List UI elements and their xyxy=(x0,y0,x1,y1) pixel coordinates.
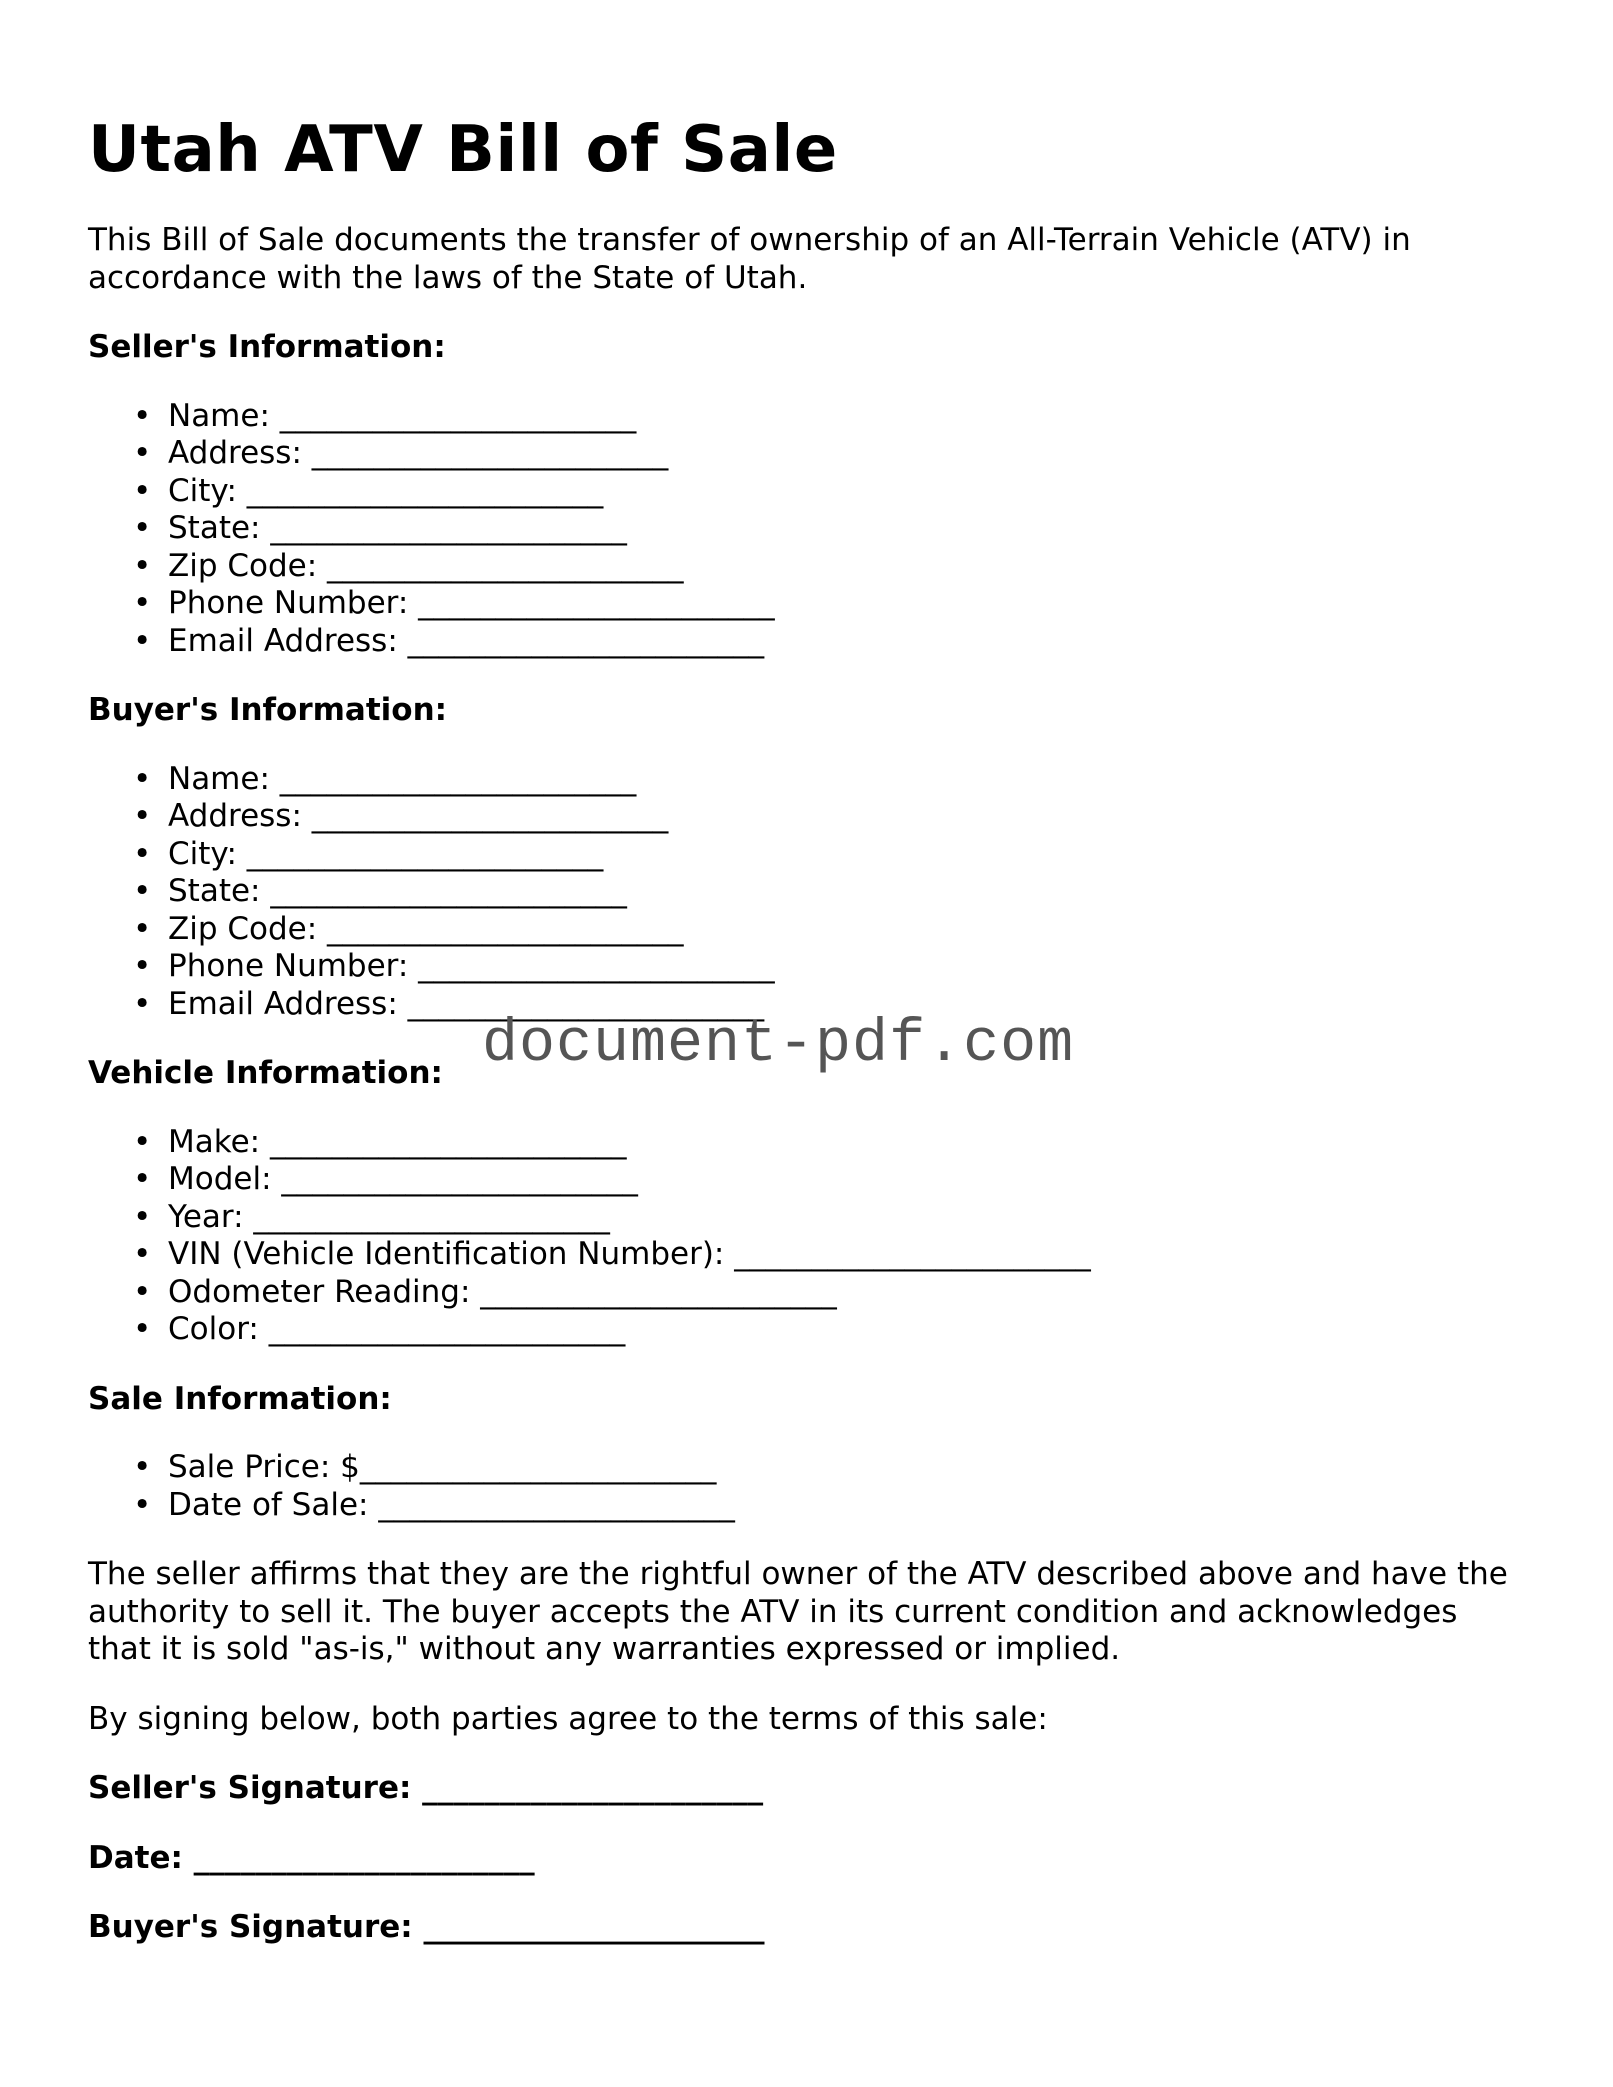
list-bullet: • xyxy=(133,622,152,659)
vehicle-vin-field xyxy=(88,1236,1528,1274)
field-label: Year: _______________________ xyxy=(168,1198,610,1235)
field-label: Phone Number: _______________________ xyxy=(168,585,775,621)
field-label: City: _______________________ xyxy=(168,472,604,509)
list-bullet: • xyxy=(133,760,152,797)
field-label: Model: _______________________ xyxy=(168,1161,638,1197)
list-bullet: • xyxy=(133,1311,152,1347)
buyer-address-field xyxy=(88,798,1528,836)
buyer-section-heading: Buyer's Information: xyxy=(88,692,448,728)
field-label: Address: _______________________ xyxy=(168,798,669,834)
seller-section-heading: Seller's Information: xyxy=(88,329,446,365)
list-bullet: • xyxy=(133,1198,152,1235)
sale-date-field xyxy=(88,1487,1528,1525)
field-label: Phone Number: _______________________ xyxy=(168,948,775,984)
list-bullet: • xyxy=(133,985,152,1022)
seller-zip-field xyxy=(88,548,1528,586)
buyer-name-field xyxy=(88,761,1528,799)
signature-date-line: Date: ______________________ xyxy=(88,1839,535,1876)
buyer-phone-field xyxy=(88,948,1528,986)
field-label: Color: _______________________ xyxy=(168,1311,626,1347)
list-bullet: • xyxy=(133,1486,152,1523)
intro-paragraph: This Bill of Sale documents the transfer of ownership of an All-Terrain Vehicle (ATV) in accordance with the laws of the State of Utah. xyxy=(88,222,1411,296)
list-bullet: • xyxy=(133,910,152,947)
list-bullet: • xyxy=(133,873,152,909)
vehicle-color-field xyxy=(88,1311,1528,1349)
list-bullet: • xyxy=(133,472,152,509)
seller-name-field xyxy=(88,398,1528,436)
sale-price-field xyxy=(88,1449,1528,1487)
list-bullet: • xyxy=(133,948,152,984)
vehicle-make-field xyxy=(88,1124,1528,1162)
seller-phone-field xyxy=(88,585,1528,623)
list-bullet: • xyxy=(133,397,152,434)
agreement-paragraph: By signing below, both parties agree to the terms of this sale: xyxy=(88,1700,1048,1737)
vehicle-model-field xyxy=(88,1161,1528,1199)
field-label: Name: _______________________ xyxy=(168,760,637,797)
vehicle-year-field xyxy=(88,1199,1528,1237)
document-page xyxy=(88,0,1528,1947)
list-bullet: • xyxy=(133,1449,152,1485)
list-bullet: • xyxy=(133,510,152,546)
buyer-field-list xyxy=(88,761,1528,1024)
seller-city-field xyxy=(88,473,1528,511)
sale-section-heading: Sale Information: xyxy=(88,1380,392,1417)
vehicle-odometer-field xyxy=(88,1274,1528,1312)
seller-state-field xyxy=(88,510,1528,548)
list-bullet: • xyxy=(133,798,152,834)
field-label: State: _______________________ xyxy=(168,510,627,546)
field-label: Name: _______________________ xyxy=(168,397,637,434)
field-label: Date of Sale: _______________________ xyxy=(168,1486,735,1523)
field-label: Zip Code: _______________________ xyxy=(168,547,684,584)
seller-address-field xyxy=(88,435,1528,473)
field-label: VIN (Vehicle Identification Number): _______________________ xyxy=(168,1236,1091,1272)
sale-field-list xyxy=(88,1449,1528,1524)
field-label: Make: _______________________ xyxy=(168,1123,627,1160)
list-bullet: • xyxy=(133,1123,152,1160)
affirmation-paragraph: The seller affirms that they are the rightful owner of the ATV described above and have the authority to sell it. The buyer accepts the ATV in its current condition and acknowledges that it is sold "as-is," without any warranties expressed or implied. xyxy=(88,1556,1508,1667)
seller-email-field xyxy=(88,623,1528,661)
list-bullet: • xyxy=(133,435,152,471)
buyer-state-field xyxy=(88,873,1528,911)
field-label: Email Address: _______________________ xyxy=(168,985,765,1022)
field-label: City: _______________________ xyxy=(168,835,604,872)
vehicle-field-list xyxy=(88,1124,1528,1349)
buyer-signature-line: Buyer's Signature: ______________________ xyxy=(88,1909,765,1945)
buyer-zip-field xyxy=(88,911,1528,949)
watermark-text: document-pdf.com xyxy=(482,1011,1075,1079)
list-bullet: • xyxy=(133,1161,152,1197)
list-bullet: • xyxy=(133,1236,152,1272)
field-label: Address: _______________________ xyxy=(168,435,669,471)
buyer-city-field xyxy=(88,836,1528,874)
list-bullet: • xyxy=(133,547,152,584)
seller-field-list xyxy=(88,398,1528,661)
list-bullet: • xyxy=(133,1273,152,1310)
document-title: Utah ATV Bill of Sale xyxy=(88,113,838,187)
field-label: Odometer Reading: _______________________ xyxy=(168,1273,837,1310)
field-label: Sale Price: $_______________________ xyxy=(168,1449,717,1485)
list-bullet: • xyxy=(133,835,152,872)
vehicle-section-heading: Vehicle Information: xyxy=(88,1055,443,1091)
list-bullet: • xyxy=(133,585,152,621)
field-label: Email Address: _______________________ xyxy=(168,622,765,659)
field-label: Zip Code: _______________________ xyxy=(168,910,684,947)
field-label: State: _______________________ xyxy=(168,873,627,909)
seller-signature-line: Seller's Signature: ______________________ xyxy=(88,1770,764,1806)
